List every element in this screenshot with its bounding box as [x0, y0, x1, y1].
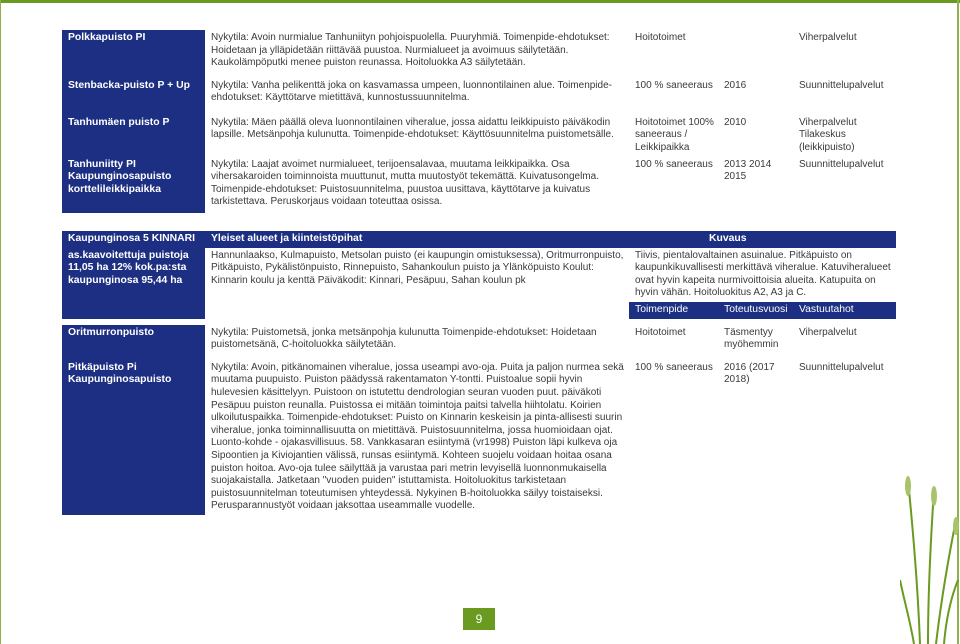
district-info-row: [62, 248, 896, 302]
table-row: [62, 115, 896, 157]
park-responsible: Viherpalvelut: [799, 326, 857, 338]
district-description: Tiivis, pientalovaltainen asuinalue. Pitkäpuisto on kaupunkikuvallisesti merkittävä viheralue. Katuviheralueet ovat hyvin kapeita nurmivoittoisia alueita. Katupuita on hyvin vähän. Hoitoluokitus A2, A3 ja C.: [635, 249, 891, 299]
park-action: Hoitotoimet 100% saneeraus / Leikkipaikka: [635, 116, 714, 153]
park-action: 100 % saneeraus: [635, 361, 713, 373]
top-frame-line: [0, 0, 960, 3]
park-action: Hoitotoimet: [635, 326, 686, 338]
park-table-2: [62, 231, 896, 515]
table-row: [62, 360, 896, 515]
park-year: 2010: [724, 116, 747, 128]
park-responsible: Viherpalvelut: [799, 32, 857, 43]
district-areas-text: Hannunlaakso, Kulmapuisto, Metsolan puisto (ei kaupungin omistuksessa), Oritmurronpuisto, Pitkäpuisto, Pykälistönpuisto, Rinnepuisto, Sahankoulun puisto ja Ylänköpuisto Koulut: Kinnarin koulu ja kenttä Päiväkodit: Kinnari, Pesäpuu, Sahan koulun pk: [211, 249, 624, 286]
park-table-1: [62, 30, 896, 213]
header-description: Kuvaus: [629, 231, 896, 248]
park-year: [718, 30, 793, 72]
page-number: 9: [463, 608, 495, 630]
park-action: 100 % saneeraus: [635, 158, 713, 170]
district-title: Kaupunginosa 5 KINNARI: [62, 231, 205, 248]
park-year: 2013 2014 2015: [724, 158, 772, 183]
park-year: 2016: [724, 79, 747, 91]
park-year: Täsmentyy myöhemmin: [724, 326, 779, 351]
header-areas: Yleiset alueet ja kiinteistöpihat: [205, 231, 629, 248]
park-name: Tanhuniitty PI Kaupunginosapuisto korttelileikkipaikka: [62, 157, 205, 213]
park-name: Stenbacka-puisto P + Up: [62, 78, 205, 109]
column-toimenpide: Toimenpide: [629, 302, 718, 319]
park-description: Nykytila: Avoin nurmialue Tanhuniityn pohjoispuolella. Puuryhmiä. Toimenpide-ehdotukset: Hoidetaan ja ylläpidetään riittävää puustoa. Nurmialueet ja avoimuus säilytetään. Kaukolämpöputki menee puiston reunassa. Hoitoluokka A3 säilytetään.: [211, 32, 610, 69]
park-description: Nykytila: Mäen päällä oleva luonnontilainen viheralue, jossa aidattu leikkipuisto päiväkodin lapsille. Metsänpohja kulunutta. Toimenpide-ehdotukset: Käyttösuunnitelma puistometsälle.: [211, 116, 614, 141]
column-vastuutahot: Vastuutahot: [793, 302, 896, 319]
park-responsible: Suunnittelupalvelut: [799, 361, 884, 373]
park-description: Nykytila: Vanha pelikenttä joka on kasvamassa umpeen, luonnontilainen alue. Toimenpide-ehdotukset: Käyttötarve mietittävä, kunnostussuunnitelma.: [211, 79, 612, 104]
table-row: [62, 78, 896, 109]
table-header-row: [62, 231, 896, 248]
park-responsible: Viherpalvelut Tilakeskus (leikkipuisto): [799, 116, 857, 153]
park-description: Nykytila: Avoin, pitkänomainen viheralue, jossa useampi avo-oja. Puita ja paljon nurmea sekä muutama puupuisto. Puiston päädyssä rakentamaton Y-tontti. Puistoalue sopii hyvin hulevesien käsittelyyn. Puistoon on istutettu dendrologian seuran vuoden puut. päiväkoti Pesäpuu puiston reunalla. Puistossa ei mitään toimintoja paitsi talvella hiihtolatu. Koirien ulkoilutuspaikka. Toimenpide-ehdotukset: Puisto on Kinnarin keskeisin ja pinta-allisesti suurin viheralue, jonka toiminnallisuutta on mietittävä. Puistosuunnitelma, jossa huomioidaan ojat. Luonto-kohde - ojakasvillisuus. 58. Vankkasaran esiintymä (vr1998) Puiston läpi kulkeva oja Sipoontien ja Kiviojantien välissä, runsas esiintymä. Kohteen suojelu voidaan hoitaa osana puiston hoitoa. Avo-oja tulee säilyttää ja varustaa pari metrin levyisellä luonnonmukaisella suojakaistalla. Jatketaan "vuoden puiden" istuttamista. Hoitoluokitus tarkistetaan puistosuunnitelman toteutumisen yhteydessä. Nykyinen B-hoitoluokka säilyy toistaiseksi. Perusparannustyöt voidaan jaksottaa useammalle vuodelle.: [211, 361, 624, 512]
park-name: Tanhumäen puisto P: [62, 115, 205, 157]
table-row: [62, 325, 896, 354]
left-frame-line: [0, 0, 1, 644]
district-area: as.kaavoitettuja puistoja 11,05 ha 12% kok.pa:sta kaupunginosa 95,44 ha: [62, 248, 205, 319]
park-description: Nykytila: Laajat avoimet nurmialueet, terijoensalavaa, muutama leikkipaikka. Osa vihersakaroiden toiminnoista muuttunut, mutta muutostyöt tekemättä. Kuivatusongelma. Toimenpide-ehdotukset: Puistosuunnitelma, puustoa uusittava, käyttötarve ja kuivatus tarkistettava. Peruskorjaus voidaan toteuttaa osissa.: [211, 158, 599, 208]
park-action: Hoitotoimet: [635, 32, 686, 43]
column-toteutusvuosi: Toteutusvuosi: [718, 302, 793, 319]
park-description: Nykytila: Puistometsä, jonka metsänpohja kulunutta Toimenpide-ehdotukset: Hoidetaan puistometsänä, C-hoitoluokka säilytetään.: [211, 326, 597, 351]
park-responsible: Suunnittelupalvelut: [799, 158, 884, 170]
park-action: 100 % saneeraus: [635, 79, 713, 91]
table-row: [62, 157, 896, 213]
park-name: Pitkäpuisto Pi Kaupunginosapuisto: [62, 360, 205, 515]
park-year: 2016 (2017 2018): [724, 361, 775, 386]
table-row: [62, 30, 896, 72]
park-responsible: Suunnittelupalvelut: [799, 79, 884, 91]
park-name: Polkkapuisto PI: [62, 30, 205, 72]
park-name: Oritmurronpuisto: [62, 325, 205, 354]
reed-decoration: [900, 470, 960, 644]
